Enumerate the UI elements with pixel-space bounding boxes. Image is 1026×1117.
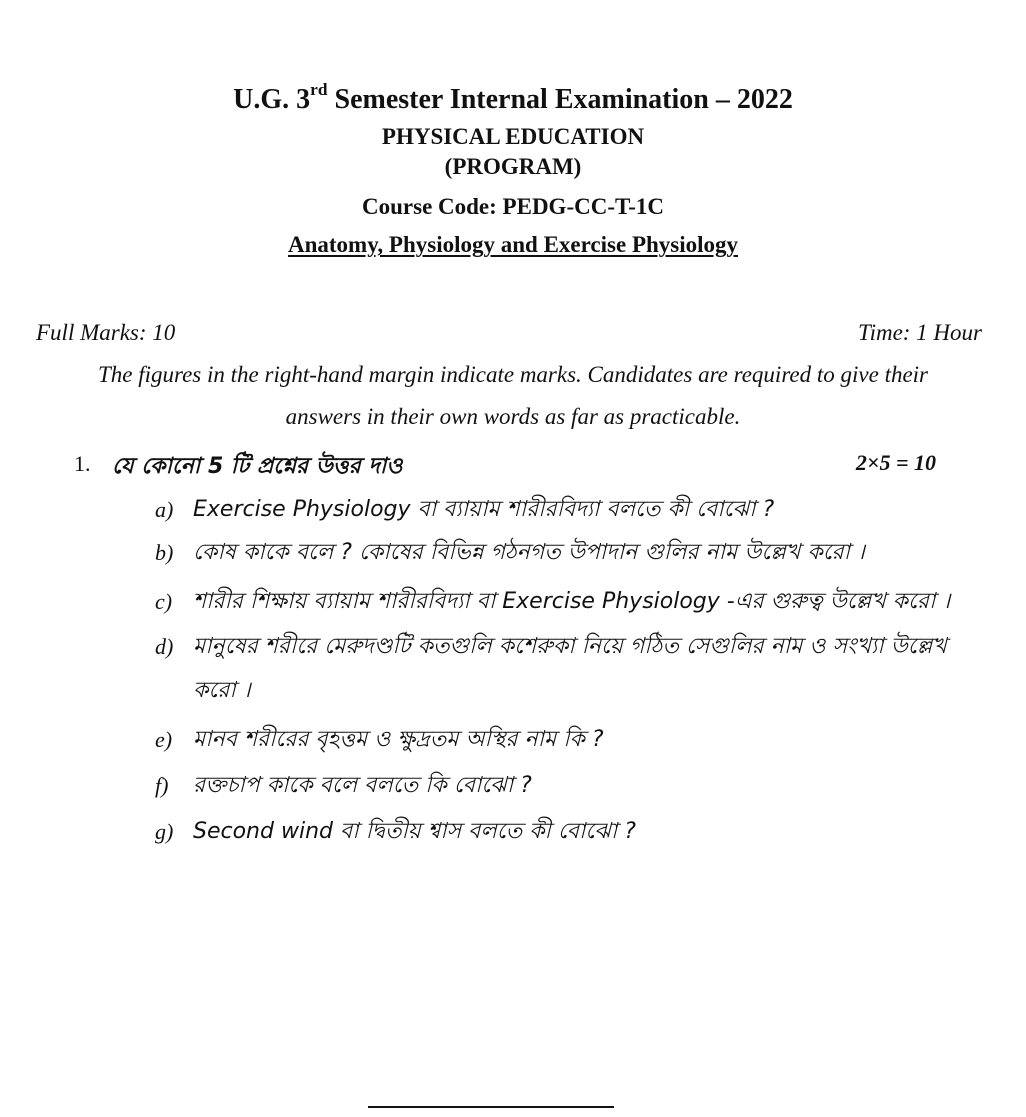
program-label: (PROGRAM) xyxy=(444,154,582,179)
course-code: Course Code: PEDG-CC-T-1C xyxy=(362,194,664,219)
item-letter: g) xyxy=(155,819,174,844)
item-letter: b) xyxy=(155,540,174,565)
item-letter: e) xyxy=(155,727,173,752)
question-item-b xyxy=(155,531,975,575)
item-letter: f) xyxy=(155,773,169,798)
course-title-text: Anatomy, Physiology and Exercise Physiology xyxy=(287,232,739,257)
item-text: রক্তচাপ কাকে বলে বলতে কি বোঝো ? xyxy=(193,773,532,798)
item-text: মানব শরীরের বৃহত্তম ও ক্ষুদ্রতম অস্থির নাম কি ? xyxy=(193,727,604,752)
instructions-line-1: The figures in the right-hand margin indicate marks. Candidates are required to give their xyxy=(97,362,929,387)
end-rule xyxy=(368,1106,614,1108)
question-heading: যে কোনো 5 টি প্রশ্নের উত্তর দাও xyxy=(112,454,403,479)
question-item-a xyxy=(155,488,975,532)
item-letter: d) xyxy=(155,634,174,659)
item-text: মানুষের শরীরে মেরুদণ্ডটি কতগুলি কশেরুকা নিয়ে গঠিত সেগুলির নাম ও সংখ্যা উল্লেখ করো । xyxy=(193,634,947,703)
item-letter: a) xyxy=(155,497,174,522)
exam-title-sup: rd xyxy=(310,79,328,99)
question-marks: 2×5 = 10 xyxy=(855,450,936,475)
instructions-line-2: answers in their own words as far as practicable. xyxy=(285,404,741,429)
question-item-c xyxy=(155,580,975,624)
item-text: Exercise Physiology বা ব্যায়াম শারীরবিদ্যা বলতে কী বোঝো ? xyxy=(193,497,775,522)
item-letter: c) xyxy=(155,589,173,614)
time-allowed: Time: 1 Hour xyxy=(858,320,982,345)
full-marks: Full Marks: 10 xyxy=(36,320,176,345)
exam-title xyxy=(0,79,1026,116)
subject-title: PHYSICAL EDUCATION xyxy=(381,124,645,149)
item-text: Second wind বা দ্বিতীয় শ্বাস বলতে কী বোঝো ? xyxy=(193,819,636,844)
item-text: শারীর শিক্ষায় ব্যায়াম শারীরবিদ্যা বা Exercise Physiology -এর গুরুত্ব উল্লেখ করো । xyxy=(193,589,951,614)
question-item-f xyxy=(155,764,975,808)
question-item-g xyxy=(155,810,975,854)
question-item-d xyxy=(155,625,975,713)
item-text: কোষ কাকে বলে ? কোষের বিভিন্ন গঠনগত উপাদান গুলির নাম উল্লেখ করো । xyxy=(193,540,865,565)
question-number: 1. xyxy=(74,451,91,476)
exam-title-post: Semester Internal Examination – 2022 xyxy=(327,84,793,115)
course-title xyxy=(0,232,1026,258)
exam-title-pre: U.G. 3 xyxy=(233,84,311,115)
question-item-e xyxy=(155,718,975,762)
